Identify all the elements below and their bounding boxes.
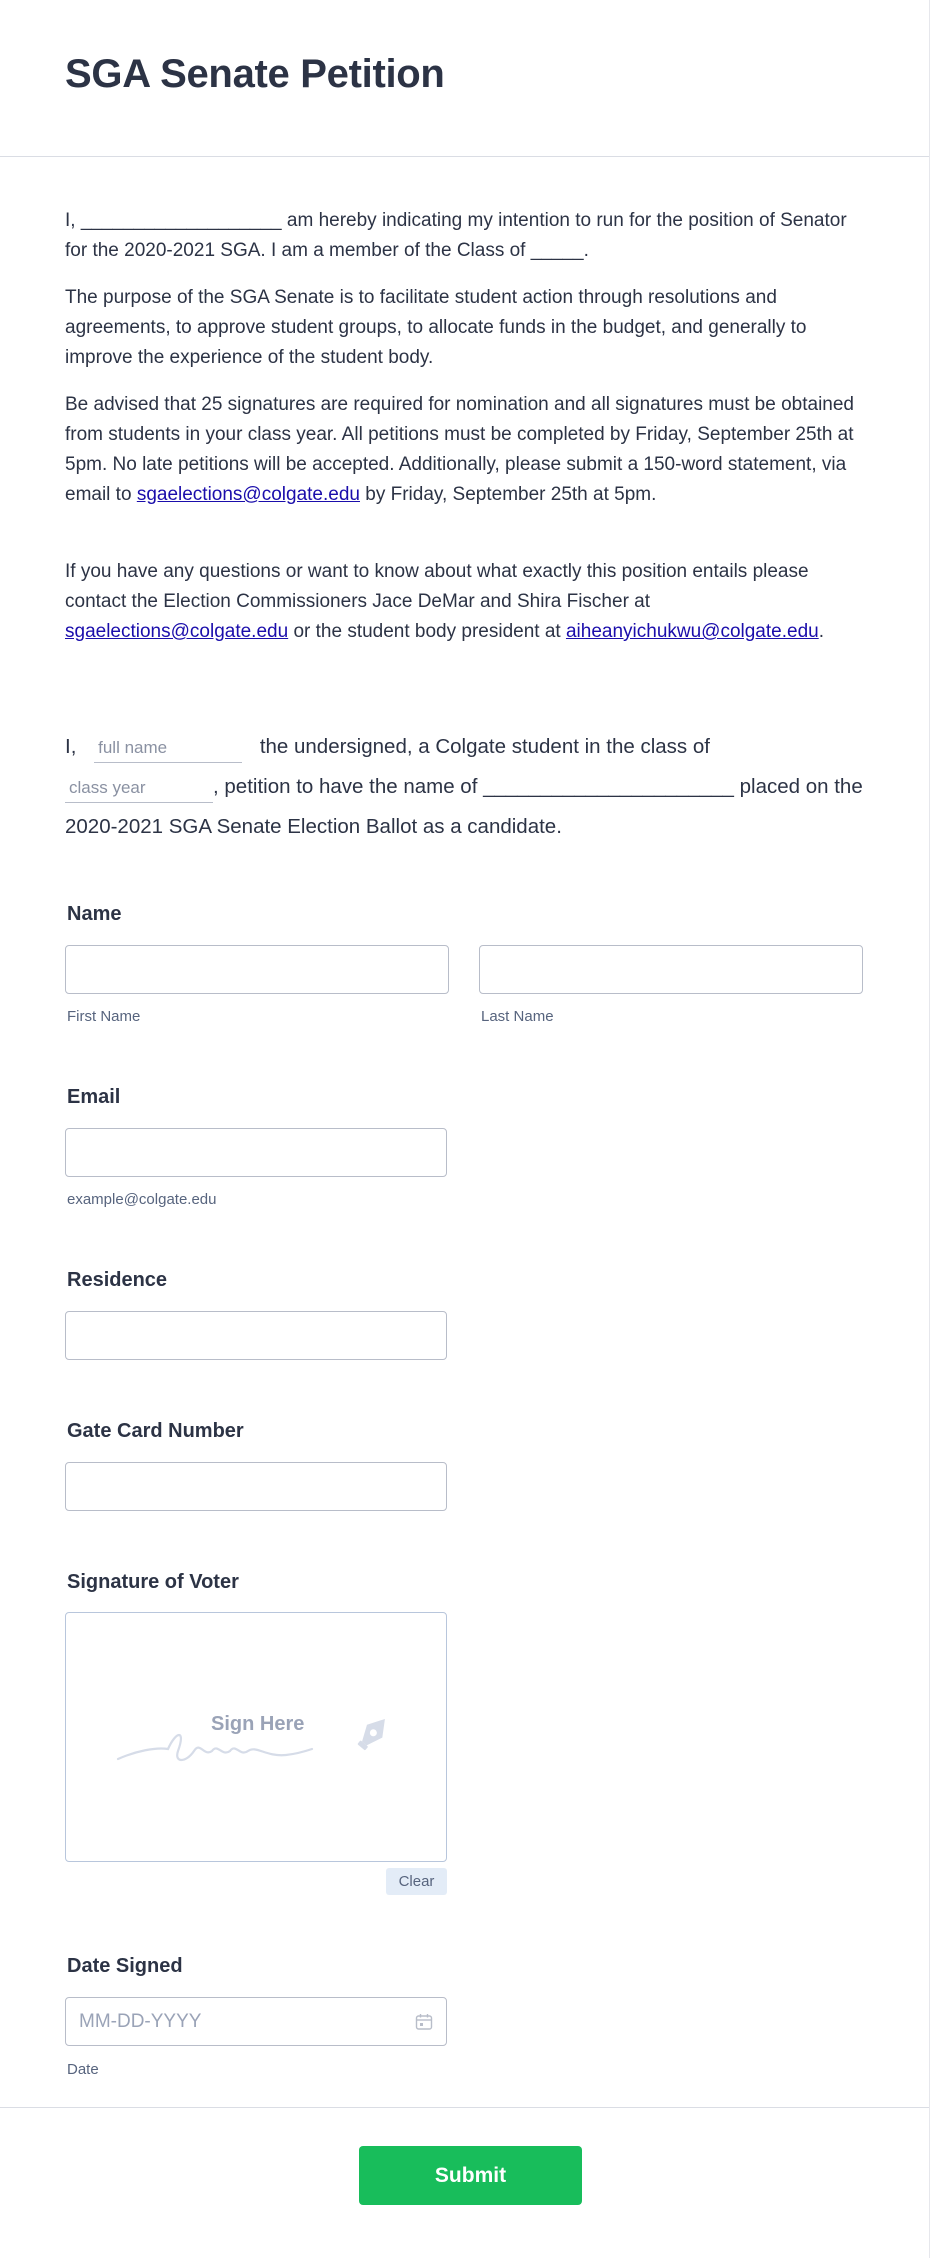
intro-text: am hereby indicating my intention to run for the position of Senator for the 2020-2021 SGA. I am a member of the Class of (65, 210, 847, 261)
date-sublabel: Date (67, 2061, 99, 2078)
first-name-sublabel: First Name (67, 1008, 141, 1025)
intro-paragraph-3 (65, 390, 865, 510)
gate-card-label: Gate Card Number (67, 1420, 244, 1442)
blank-line: _____ (530, 240, 584, 261)
intro-text: or the student body president at (288, 621, 566, 642)
date-signed-label: Date Signed (67, 1955, 183, 1977)
class-year-input[interactable] (65, 777, 213, 803)
email-label: Email (67, 1086, 121, 1108)
petition-text: the undersigned, a Colgate student in the class of (259, 735, 710, 758)
petition-text: , petition to have the name of (213, 775, 484, 798)
intro-text: by Friday, September 25th at 5pm. (359, 484, 657, 505)
signature-scribble-icon (116, 1711, 356, 1771)
blank-line: ___________________ (80, 210, 282, 231)
submit-button[interactable]: Submit (359, 2146, 582, 2205)
petition-sentence (65, 727, 895, 847)
intro-paragraph-4 (65, 557, 865, 647)
sgaelections-email-link[interactable]: sgaelections@colgate.edu (65, 621, 289, 642)
intro-paragraph-2: The purpose of the SGA Senate is to facilitate student action through resolutions and agreements, to approve student groups, to allocate funds in the budget, and generally to improve the experience of the student body. (65, 287, 807, 368)
intro-text: . (583, 240, 589, 261)
petition-text: I, (65, 735, 77, 758)
full-name-input[interactable] (94, 737, 242, 763)
first-name-input[interactable] (65, 945, 449, 994)
pen-nib-icon (351, 1709, 397, 1755)
president-email-link[interactable]: aiheanyichukwu@colgate.edu (565, 621, 819, 642)
footer-divider (0, 2107, 929, 2108)
intro-text: . (818, 621, 824, 642)
intro-paragraph-1 (65, 206, 865, 266)
last-name-sublabel: Last Name (481, 1008, 554, 1025)
sgaelections-email-link[interactable]: sgaelections@colgate.edu (136, 484, 360, 505)
blank-line: ______________________ (483, 775, 734, 798)
intro-text: Be advised that 25 signatures are required for nomination and all signatures must be obtained from students in your class year. All petitions must be completed by Friday, September 25th at 5pm. No late petitions will be accepted. Additionally, please submit a 150-word statement, via email to (65, 394, 854, 505)
residence-label: Residence (67, 1269, 168, 1291)
page-title: SGA Senate Petition (65, 52, 445, 96)
signature-label: Signature of Voter (67, 1571, 239, 1593)
petition-text: placed on the 2020-2021 SGA Senate Election Ballot as a candidate. (65, 775, 863, 838)
date-field (65, 1997, 447, 2046)
last-name-input[interactable] (479, 945, 863, 994)
name-label: Name (67, 903, 122, 925)
intro-text: If you have any questions or want to know about what exactly this position entails please contact the Election Commissioners Jace DeMar and Shira Fischer at (65, 561, 809, 612)
clear-signature-button[interactable]: Clear (386, 1868, 447, 1895)
residence-input[interactable] (65, 1311, 447, 1360)
email-input[interactable] (65, 1128, 447, 1177)
signature-pad[interactable] (65, 1612, 447, 1862)
sign-here-placeholder: Sign Here (211, 1713, 305, 1735)
email-sublabel: example@colgate.edu (67, 1191, 217, 1208)
calendar-icon[interactable] (415, 2013, 433, 2031)
intro-text: I, (65, 210, 81, 231)
date-input[interactable] (66, 1998, 396, 2045)
form-header (0, 0, 929, 157)
gate-card-input[interactable] (65, 1462, 447, 1511)
